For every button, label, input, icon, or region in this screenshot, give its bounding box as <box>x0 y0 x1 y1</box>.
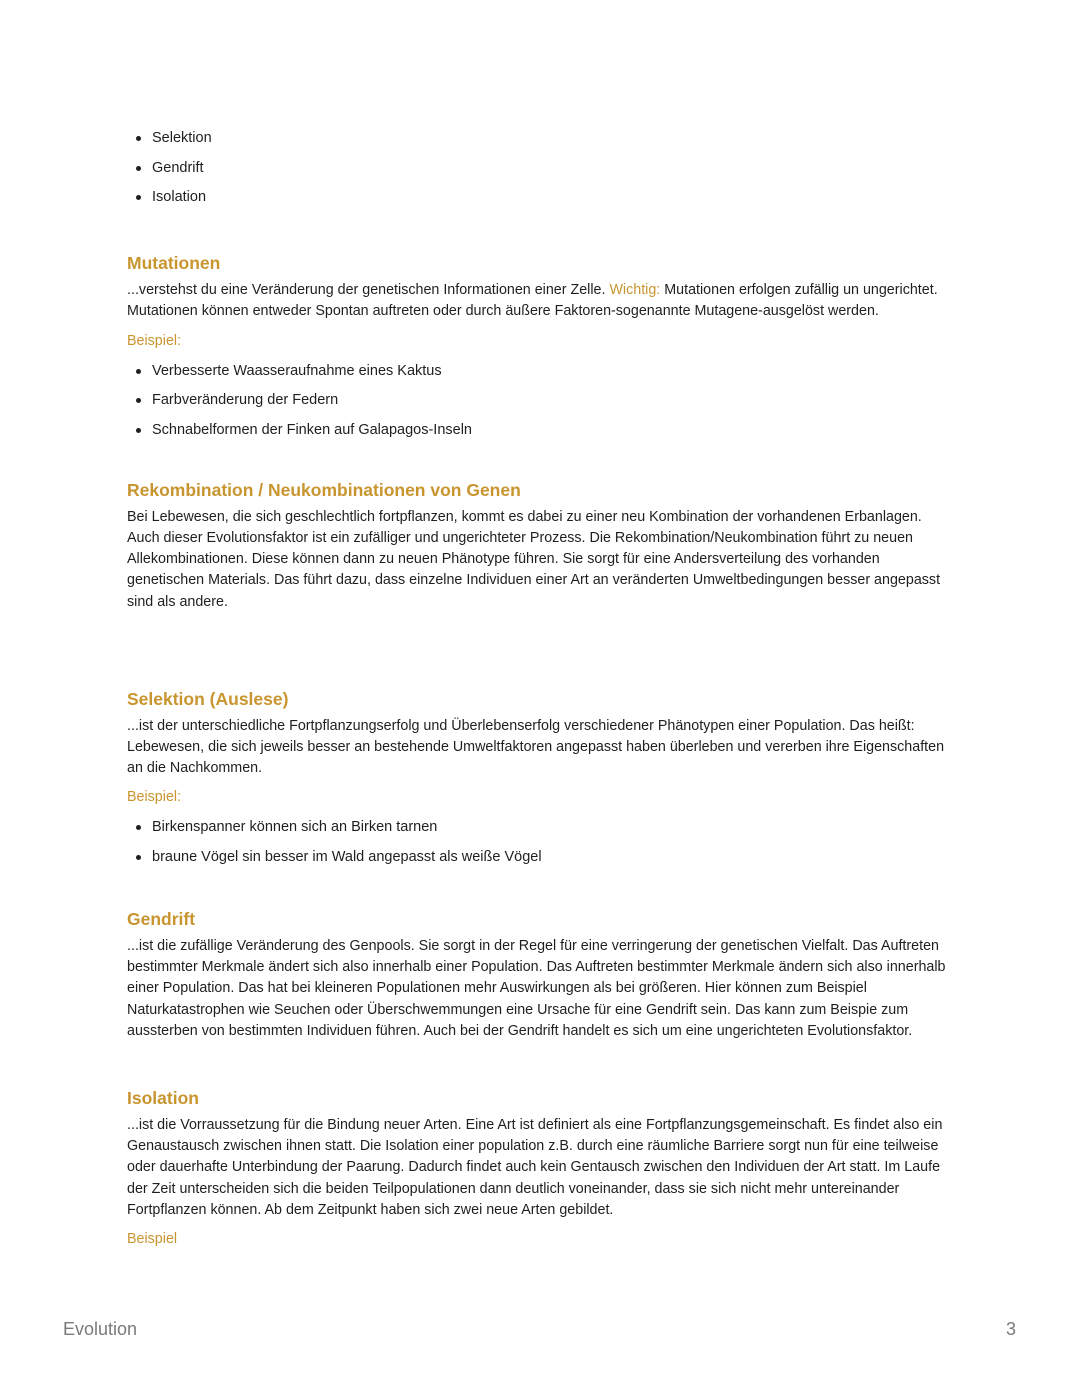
example-label: Beispiel <box>127 1231 178 1248</box>
heading-gendrift: Gendrift <box>127 909 196 929</box>
paragraph-mutationen <box>127 280 957 322</box>
heading-selektion: Selektion (Auslese) <box>127 688 289 709</box>
list-item: Birkenspanner können sich an Birken tarnen <box>127 817 957 837</box>
list-item: Farbveränderung der Federn <box>127 390 957 410</box>
paragraph-isolation: ...ist die Vorraussetzung für die Bindung neuer Arten. Eine Art ist definiert als eine Fortpflanzungsgemeinschaft. Es findet also ein Genaustausch zwischen ihnen statt. Die Isolation einer population z.B. durch eine räumliche Barriere sorgt nun für eine teilweise oder dauerhafte Unterbindung der Paarung. Dadurch findet auch kein Gentausch zwischen den Individuen der Art statt. Im Laufe der Zeit unterscheiden sich die beiden Teilpopulationen dann deutlich voneinander, dass sie sich nicht mehr untereinander Fortpflanzen können. Ab dem Zeitpunkt haben sich zwei neue Arten gebildet. <box>127 1117 943 1218</box>
heading-rekombination: Rekombination / Neukombinationen von Genen <box>127 479 521 500</box>
list-item: Selektion <box>127 128 957 148</box>
section-rekombination <box>127 479 957 613</box>
paragraph-rekombination: Bei Lebewesen, die sich geschlechtlich fortpflanzen, kommt es dabei zu einer neu Kombination der vorhandenen Erbanlagen. Auch dieser Evolutionsfaktor ist ein zufälliger und ungerichteter Prozess. Die Rekombination/Neukombination führt zu neuen Allekombinationen. Diese können dann zu neuen Phänotype führen. Sie sorgt für eine Andersverteilung des vorhanden genetischen Materials. Das führt dazu, dass einzelne Individuen einer Art an veränderten Umweltbedingungen besser angepasst sind als andere. <box>127 508 941 610</box>
heading-mutationen: Mutationen <box>127 253 221 274</box>
example-list <box>127 817 957 867</box>
list-item: Gendrift <box>127 158 957 178</box>
paragraph-text: Mutationen erfolgen zufällig un ungerichtet. Mutationen können entweder Spontan auftreten oder durch äußere Faktoren-sogenannte Mutagene-ausgelöst werden. <box>127 282 938 320</box>
example-label: Beispiel: <box>127 332 182 349</box>
highlight-label: Wichtig: <box>609 282 661 299</box>
heading-isolation: Isolation <box>127 1088 199 1109</box>
example-label: Beispiel: <box>127 789 182 806</box>
page-content <box>127 128 957 1249</box>
section-mutationen <box>127 252 957 440</box>
section-gendrift <box>127 908 957 1042</box>
list-item: braune Vögel sin besser im Wald angepasst als weiße Vögel <box>127 847 957 867</box>
paragraph-selektion: ...ist der unterschiedliche Fortpflanzungserfolg und Überlebenserfolg verschiedener Phänotypen einer Population. Das heißt: Lebewesen, die sich jeweils besser an bestehende Umweltfaktoren angepasst haben überleben und vererben ihre Eigenschaften an die Nachkommen. <box>127 717 945 777</box>
example-list <box>127 361 957 440</box>
intro-list <box>127 128 957 207</box>
list-item: Verbesserte Waasseraufnahme eines Kaktus <box>127 361 957 381</box>
page-number: 3 <box>1005 1319 1016 1339</box>
paragraph-gendrift: ...ist die zufällige Veränderung des Genpools. Sie sorgt in der Regel für eine verringerung der genetischen Vielfalt. Das Auftreten bestimmter Merkmale ändert sich also innerhalb einer Population. Das Auftreten bestimmter Merkmale ändern sich also innerhalb einer Population. Das hat bei kleineren Populationen mehr Auswirkungen als bei größeren. Hier können zum Beispiel Naturkatastrophen wie Seuchen oder Überschwemmungen eine Ursache für eine Gendrift sein. Das kann zum Beispie zum aussterben von bestimmten Individuen führen. Auch bei der Gendrift handelt es sich um eine ungerichteten Evolutionsfaktor. <box>127 938 946 1039</box>
section-selektion <box>127 688 957 867</box>
footer-title: Evolution <box>63 1319 138 1339</box>
list-item: Schnabelformen der Finken auf Galapagos-Inseln <box>127 420 957 440</box>
list-item: Isolation <box>127 187 957 207</box>
paragraph-text: ...verstehst du eine Veränderung der genetischen Informationen einer Zelle. <box>127 282 610 299</box>
section-isolation <box>127 1087 957 1249</box>
